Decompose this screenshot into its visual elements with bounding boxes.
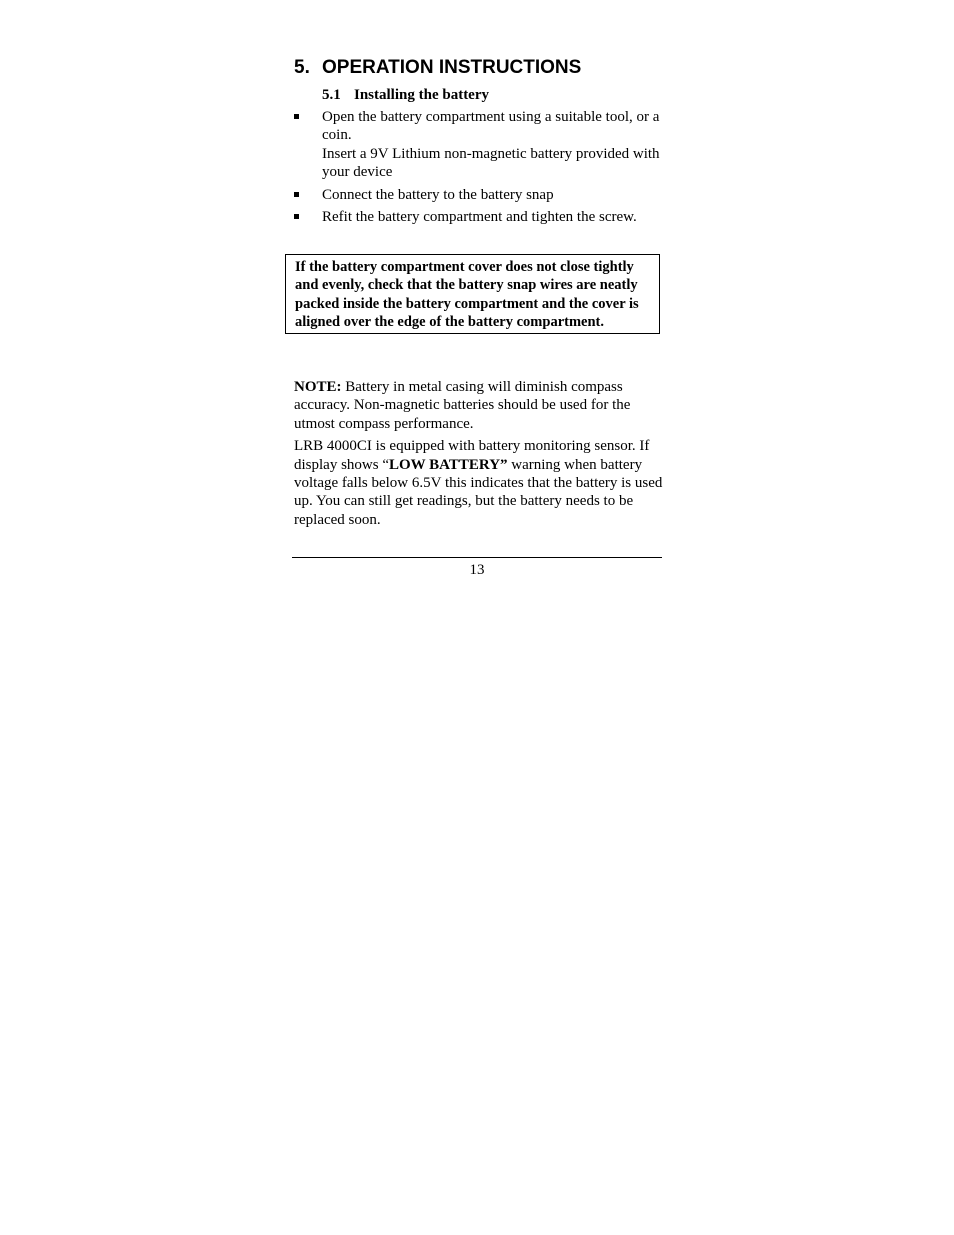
page-content [294,56,664,528]
list-item-text: Open the battery compartment using a suitable tool, or a coin. [322,109,660,144]
instruction-list [294,108,664,226]
section-title: Installing the battery [354,87,489,103]
square-bullet-icon [294,192,299,197]
list-item-text: Connect the battery to the battery snap [322,186,554,203]
list-item [294,208,664,226]
note-block [294,378,664,533]
battery-monitoring-paragraph [294,437,664,529]
note-paragraph [294,378,664,433]
chapter-title: OPERATION INSTRUCTIONS [322,57,582,78]
list-item [294,108,664,182]
note-label: NOTE: [294,379,342,395]
monitoring-text-before: LRB 4000CI is equipped with battery monitoring sensor. If display shows “ [294,438,650,473]
list-item-text: Refit the battery compartment and tighten the screw. [322,209,637,226]
section-number: 5.1 [322,87,341,103]
page-number: 13 [469,562,485,578]
chapter-number: 5. [294,57,310,78]
square-bullet-icon [294,214,299,219]
chapter-heading [294,56,664,80]
square-bullet-icon [294,114,299,119]
note-text: Battery in metal casing will diminish compass accuracy. Non-magnetic batteries should be used for the utmost compass performance. [294,379,631,432]
monitoring-text-after: warning when battery voltage falls below 6.5V this indicates that the battery is used up. You can still get readings, but the battery needs to be replaced soon. [294,456,663,528]
warning-box: If the battery compartment cover does not close tightly and evenly, check that the battery snap wires are neatly packed inside the battery compartment and the cover is aligned over the edge of the battery compartment. [285,254,660,334]
list-item-text: Insert a 9V Lithium non-magnetic battery provided with your device [322,145,660,181]
section-heading [322,86,664,104]
low-battery-label: LOW BATTERY” [389,456,508,473]
footer-divider [292,557,662,558]
list-item [294,186,664,204]
